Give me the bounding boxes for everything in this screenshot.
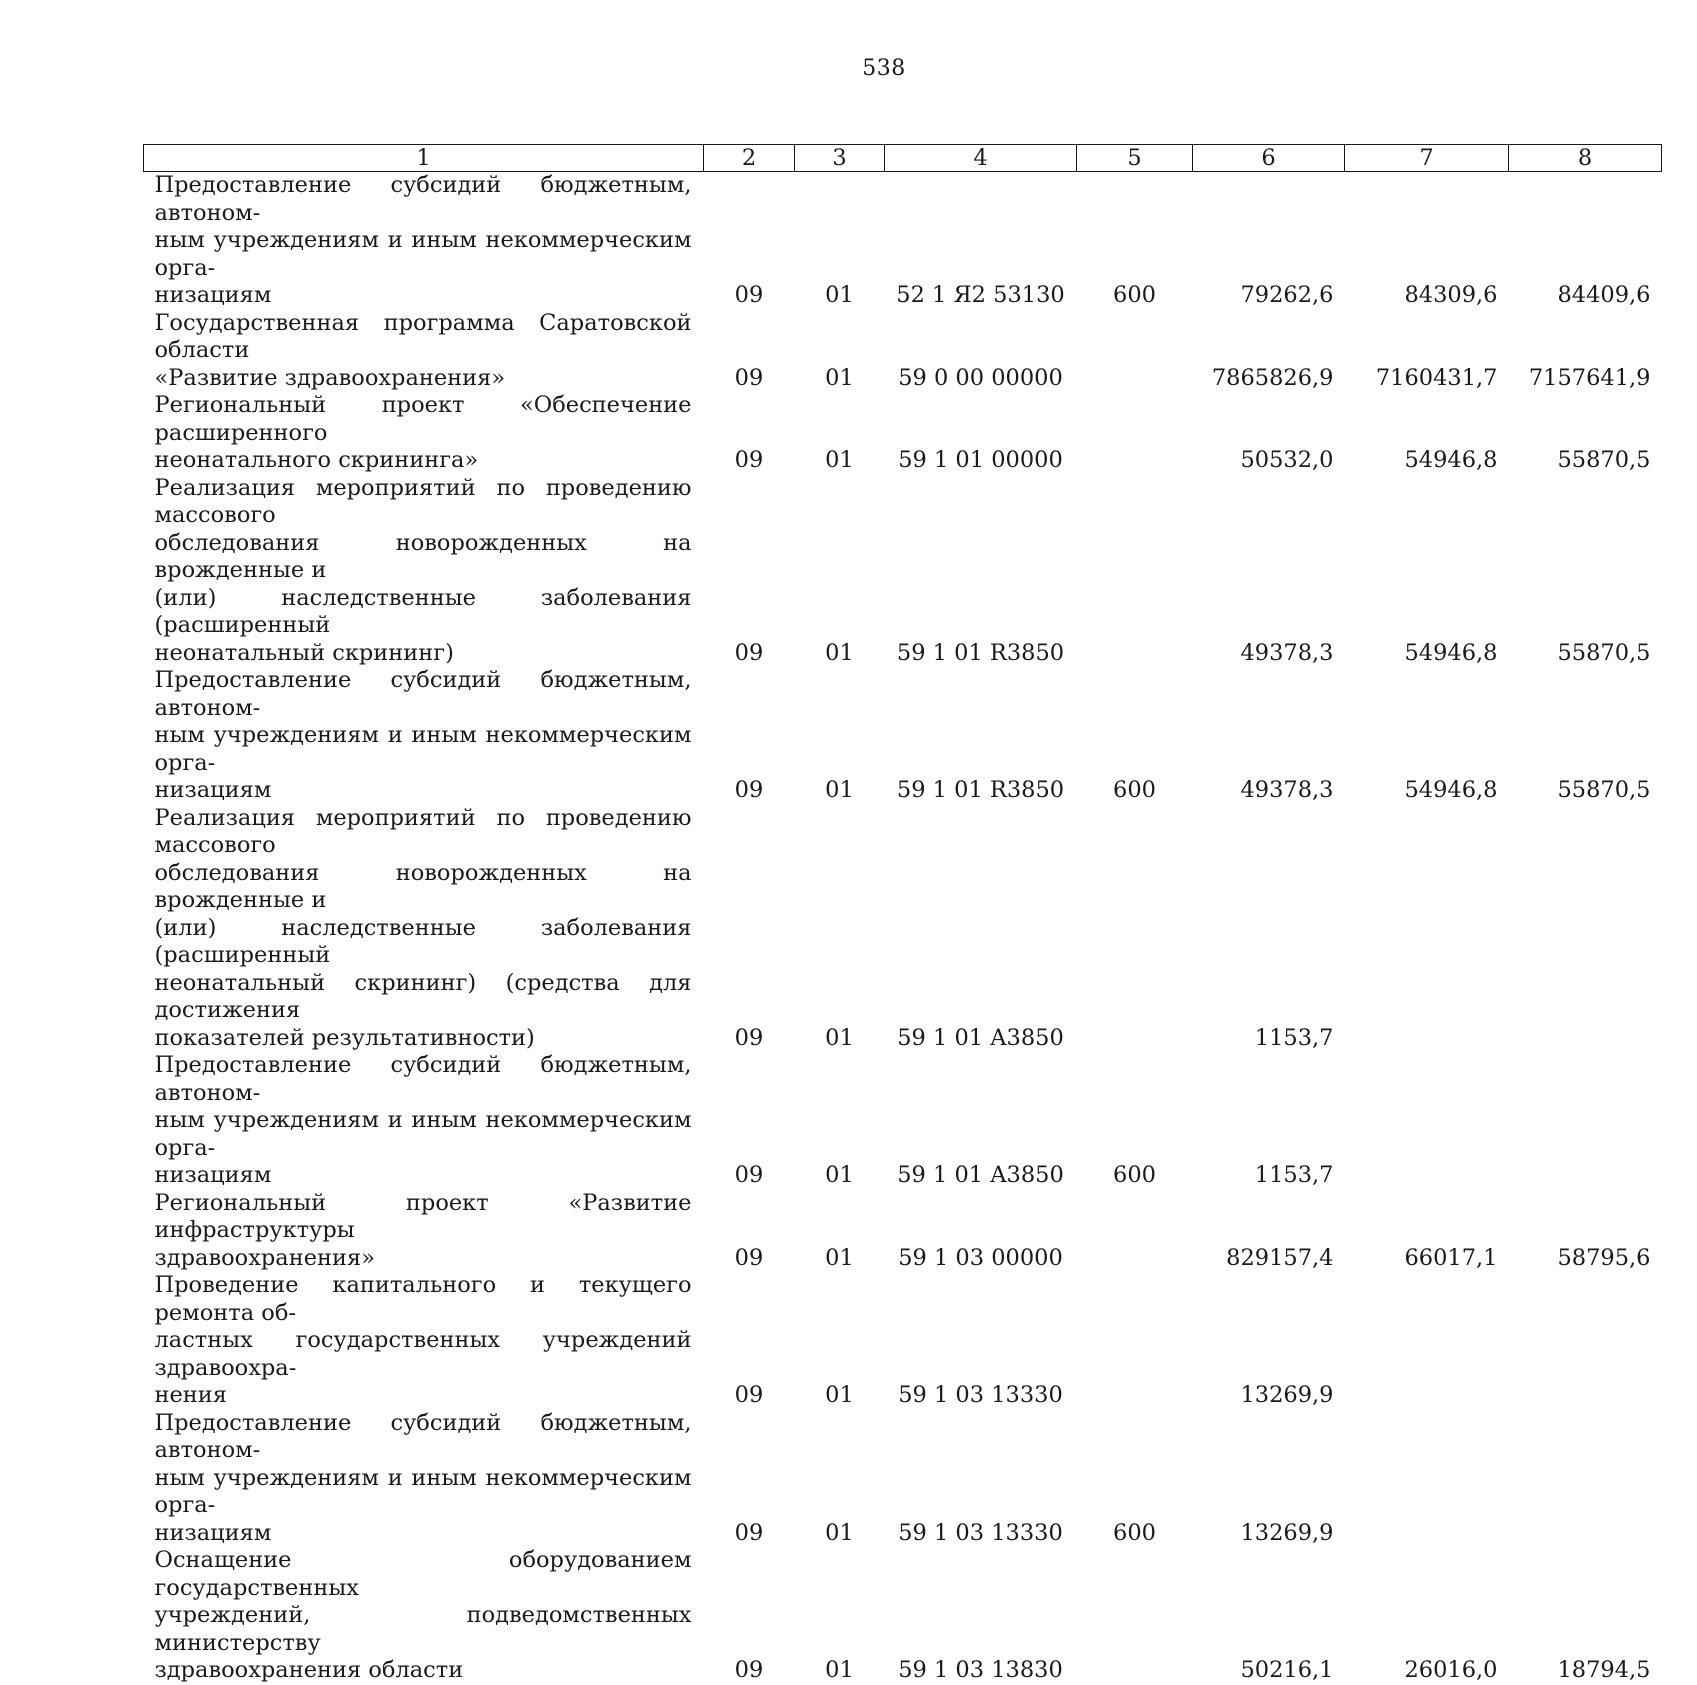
header-col-6: 6 — [1193, 145, 1345, 172]
row-amount-col7: 7160431,7 — [1375, 364, 1498, 391]
row-description: Реализация мероприятий по проведению массового обследования новорожденных на врожденные и (или) наследственные заболевания (расширенный неонатальный скрининг) — [154, 474, 692, 666]
row-amount-col7: 54946,8 — [1404, 777, 1498, 803]
row-amount-col7 — [1345, 1272, 1509, 1410]
row-description: Государственная программа Саратовской области «Развитие здравоохранения» — [154, 309, 692, 391]
row-amount-col6: 7865826,9 — [1211, 364, 1334, 391]
row-subsection: 01 — [825, 1024, 854, 1051]
row-expense-type: 600 — [1113, 282, 1156, 308]
row-expense-type — [1077, 310, 1193, 393]
row-expense-type: 600 — [1113, 777, 1156, 803]
row-amount-col7: 54946,8 — [1404, 447, 1498, 473]
row-expense-type — [1077, 475, 1193, 668]
table-row — [144, 392, 1662, 475]
row-amount-col8: 84409,6 — [1557, 282, 1651, 308]
row-amount-col8 — [1509, 1052, 1662, 1190]
row-amount-col8 — [1509, 805, 1662, 1053]
table-body — [144, 172, 1662, 1685]
table-row — [144, 805, 1662, 1053]
row-amount-col7: 54946,8 — [1404, 639, 1498, 666]
row-subsection: 01 — [825, 1519, 854, 1546]
row-description: Региональный проект «Развитие инфраструктуры здравоохранения» — [154, 1189, 692, 1271]
table-row — [144, 1547, 1662, 1685]
row-target-code: 59 1 01 A3850 — [897, 1162, 1064, 1188]
row-amount-col7: 26016,0 — [1404, 1657, 1498, 1683]
row-amount-col8: 18794,5 — [1557, 1657, 1651, 1683]
row-section: 09 — [734, 282, 764, 308]
table-row — [144, 1272, 1662, 1410]
row-expense-type — [1077, 1272, 1193, 1410]
row-target-code: 59 1 01 A3850 — [897, 1024, 1064, 1051]
row-amount-col7 — [1345, 805, 1509, 1053]
row-subsection: 01 — [825, 1162, 854, 1188]
row-target-code: 59 1 03 13830 — [898, 1657, 1063, 1683]
row-target-code: 59 1 01 R3850 — [896, 777, 1065, 803]
table-row — [144, 310, 1662, 393]
table-row — [144, 667, 1662, 805]
row-subsection: 01 — [825, 282, 854, 308]
row-description: Реализация мероприятий по проведению массового обследования новорожденных на врожденные и (или) наследственные заболевания (расширенный неонатальный скрининг) (средства для достижения показателей результативности) — [154, 804, 692, 1051]
row-expense-type — [1077, 1190, 1193, 1273]
header-row — [144, 145, 1662, 172]
row-amount-col8: 7157641,9 — [1528, 364, 1651, 391]
row-target-code: 52 1 Я2 53130 — [896, 282, 1065, 308]
row-amount-col6: 49378,3 — [1240, 777, 1334, 803]
row-section: 09 — [734, 1162, 764, 1188]
row-expense-type — [1077, 805, 1193, 1053]
row-expense-type: 600 — [1113, 1519, 1156, 1546]
header-col-5: 5 — [1077, 145, 1193, 172]
row-section: 09 — [734, 1657, 764, 1683]
row-subsection: 01 — [825, 364, 854, 391]
header-col-8: 8 — [1509, 145, 1662, 172]
table-row — [144, 172, 1662, 310]
row-amount-col8: 58795,6 — [1557, 1244, 1651, 1271]
table-row — [144, 1190, 1662, 1273]
row-amount-col8 — [1509, 1272, 1662, 1410]
row-subsection: 01 — [825, 1244, 854, 1271]
header-col-4: 4 — [885, 145, 1077, 172]
row-target-code: 59 1 01 00000 — [898, 447, 1063, 473]
header-col-3: 3 — [795, 145, 885, 172]
row-description: Предоставление субсидий бюджетным, автоном- ным учреждениям и иным некоммерческим орга- низациям — [154, 172, 692, 308]
row-section: 09 — [734, 777, 764, 803]
row-amount-col6: 49378,3 — [1240, 639, 1334, 666]
row-amount-col6: 13269,9 — [1240, 1519, 1334, 1546]
table-header — [144, 145, 1662, 172]
row-subsection: 01 — [825, 447, 854, 473]
row-section: 09 — [734, 639, 764, 666]
row-amount-col7 — [1345, 1410, 1509, 1548]
row-amount-col6: 50532,0 — [1240, 447, 1334, 473]
header-col-1: 1 — [144, 145, 704, 172]
header-col-7: 7 — [1345, 145, 1509, 172]
row-section: 09 — [734, 1024, 764, 1051]
row-section: 09 — [734, 447, 764, 473]
row-section: 09 — [734, 1519, 764, 1546]
row-subsection: 01 — [825, 1657, 854, 1683]
row-expense-type — [1077, 392, 1193, 475]
table-row — [144, 475, 1662, 668]
row-amount-col7 — [1345, 1052, 1509, 1190]
row-amount-col6: 79262,6 — [1240, 282, 1334, 308]
row-expense-type — [1077, 1547, 1193, 1685]
row-description: Предоставление субсидий бюджетным, автоном- ным учреждениям и иным некоммерческим орга- низациям — [154, 1409, 692, 1546]
row-amount-col6: 1153,7 — [1254, 1162, 1334, 1188]
row-amount-col7: 84309,6 — [1404, 282, 1498, 308]
row-target-code: 59 1 03 13330 — [898, 1382, 1063, 1408]
page-number: 538 — [862, 56, 906, 81]
row-description: Предоставление субсидий бюджетным, автоном- ным учреждениям и иным некоммерческим орга- низациям — [154, 667, 692, 803]
row-amount-col6: 13269,9 — [1240, 1382, 1334, 1408]
row-description: Оснащение оборудованием государственных учреждений, подведомственных министерству здравоохранения области — [154, 1547, 692, 1683]
table-row — [144, 1410, 1662, 1548]
row-description: Проведение капитального и текущего ремонта об- ластных государственных учреждений здравоохра- нения — [154, 1272, 692, 1408]
row-amount-col7: 66017,1 — [1404, 1244, 1498, 1271]
row-target-code: 59 1 03 13330 — [898, 1519, 1063, 1546]
row-subsection: 01 — [825, 1382, 854, 1408]
row-amount-col6: 829157,4 — [1226, 1244, 1334, 1271]
row-subsection: 01 — [825, 777, 854, 803]
row-target-code: 59 1 03 00000 — [898, 1244, 1063, 1271]
row-description: Региональный проект «Обеспечение расширенного неонатального скрининга» — [154, 392, 692, 473]
header-col-2: 2 — [704, 145, 795, 172]
row-amount-col8 — [1509, 1410, 1662, 1548]
table-row — [144, 1052, 1662, 1190]
row-description: Предоставление субсидий бюджетным, автоном- ным учреждениям и иным некоммерческим орга- низациям — [154, 1052, 692, 1188]
row-amount-col8: 55870,5 — [1557, 447, 1651, 473]
row-amount-col8: 55870,5 — [1557, 777, 1651, 803]
row-amount-col6: 50216,1 — [1240, 1657, 1334, 1683]
row-amount-col8: 55870,5 — [1557, 639, 1651, 666]
row-subsection: 01 — [825, 639, 854, 666]
budget-table — [143, 144, 1662, 1685]
row-section: 09 — [734, 1244, 764, 1271]
row-section: 09 — [734, 364, 764, 391]
row-target-code: 59 1 01 R3850 — [896, 639, 1065, 666]
row-target-code: 59 0 00 00000 — [898, 364, 1063, 391]
row-amount-col6: 1153,7 — [1254, 1024, 1334, 1051]
row-expense-type: 600 — [1113, 1162, 1156, 1188]
row-section: 09 — [734, 1382, 764, 1408]
